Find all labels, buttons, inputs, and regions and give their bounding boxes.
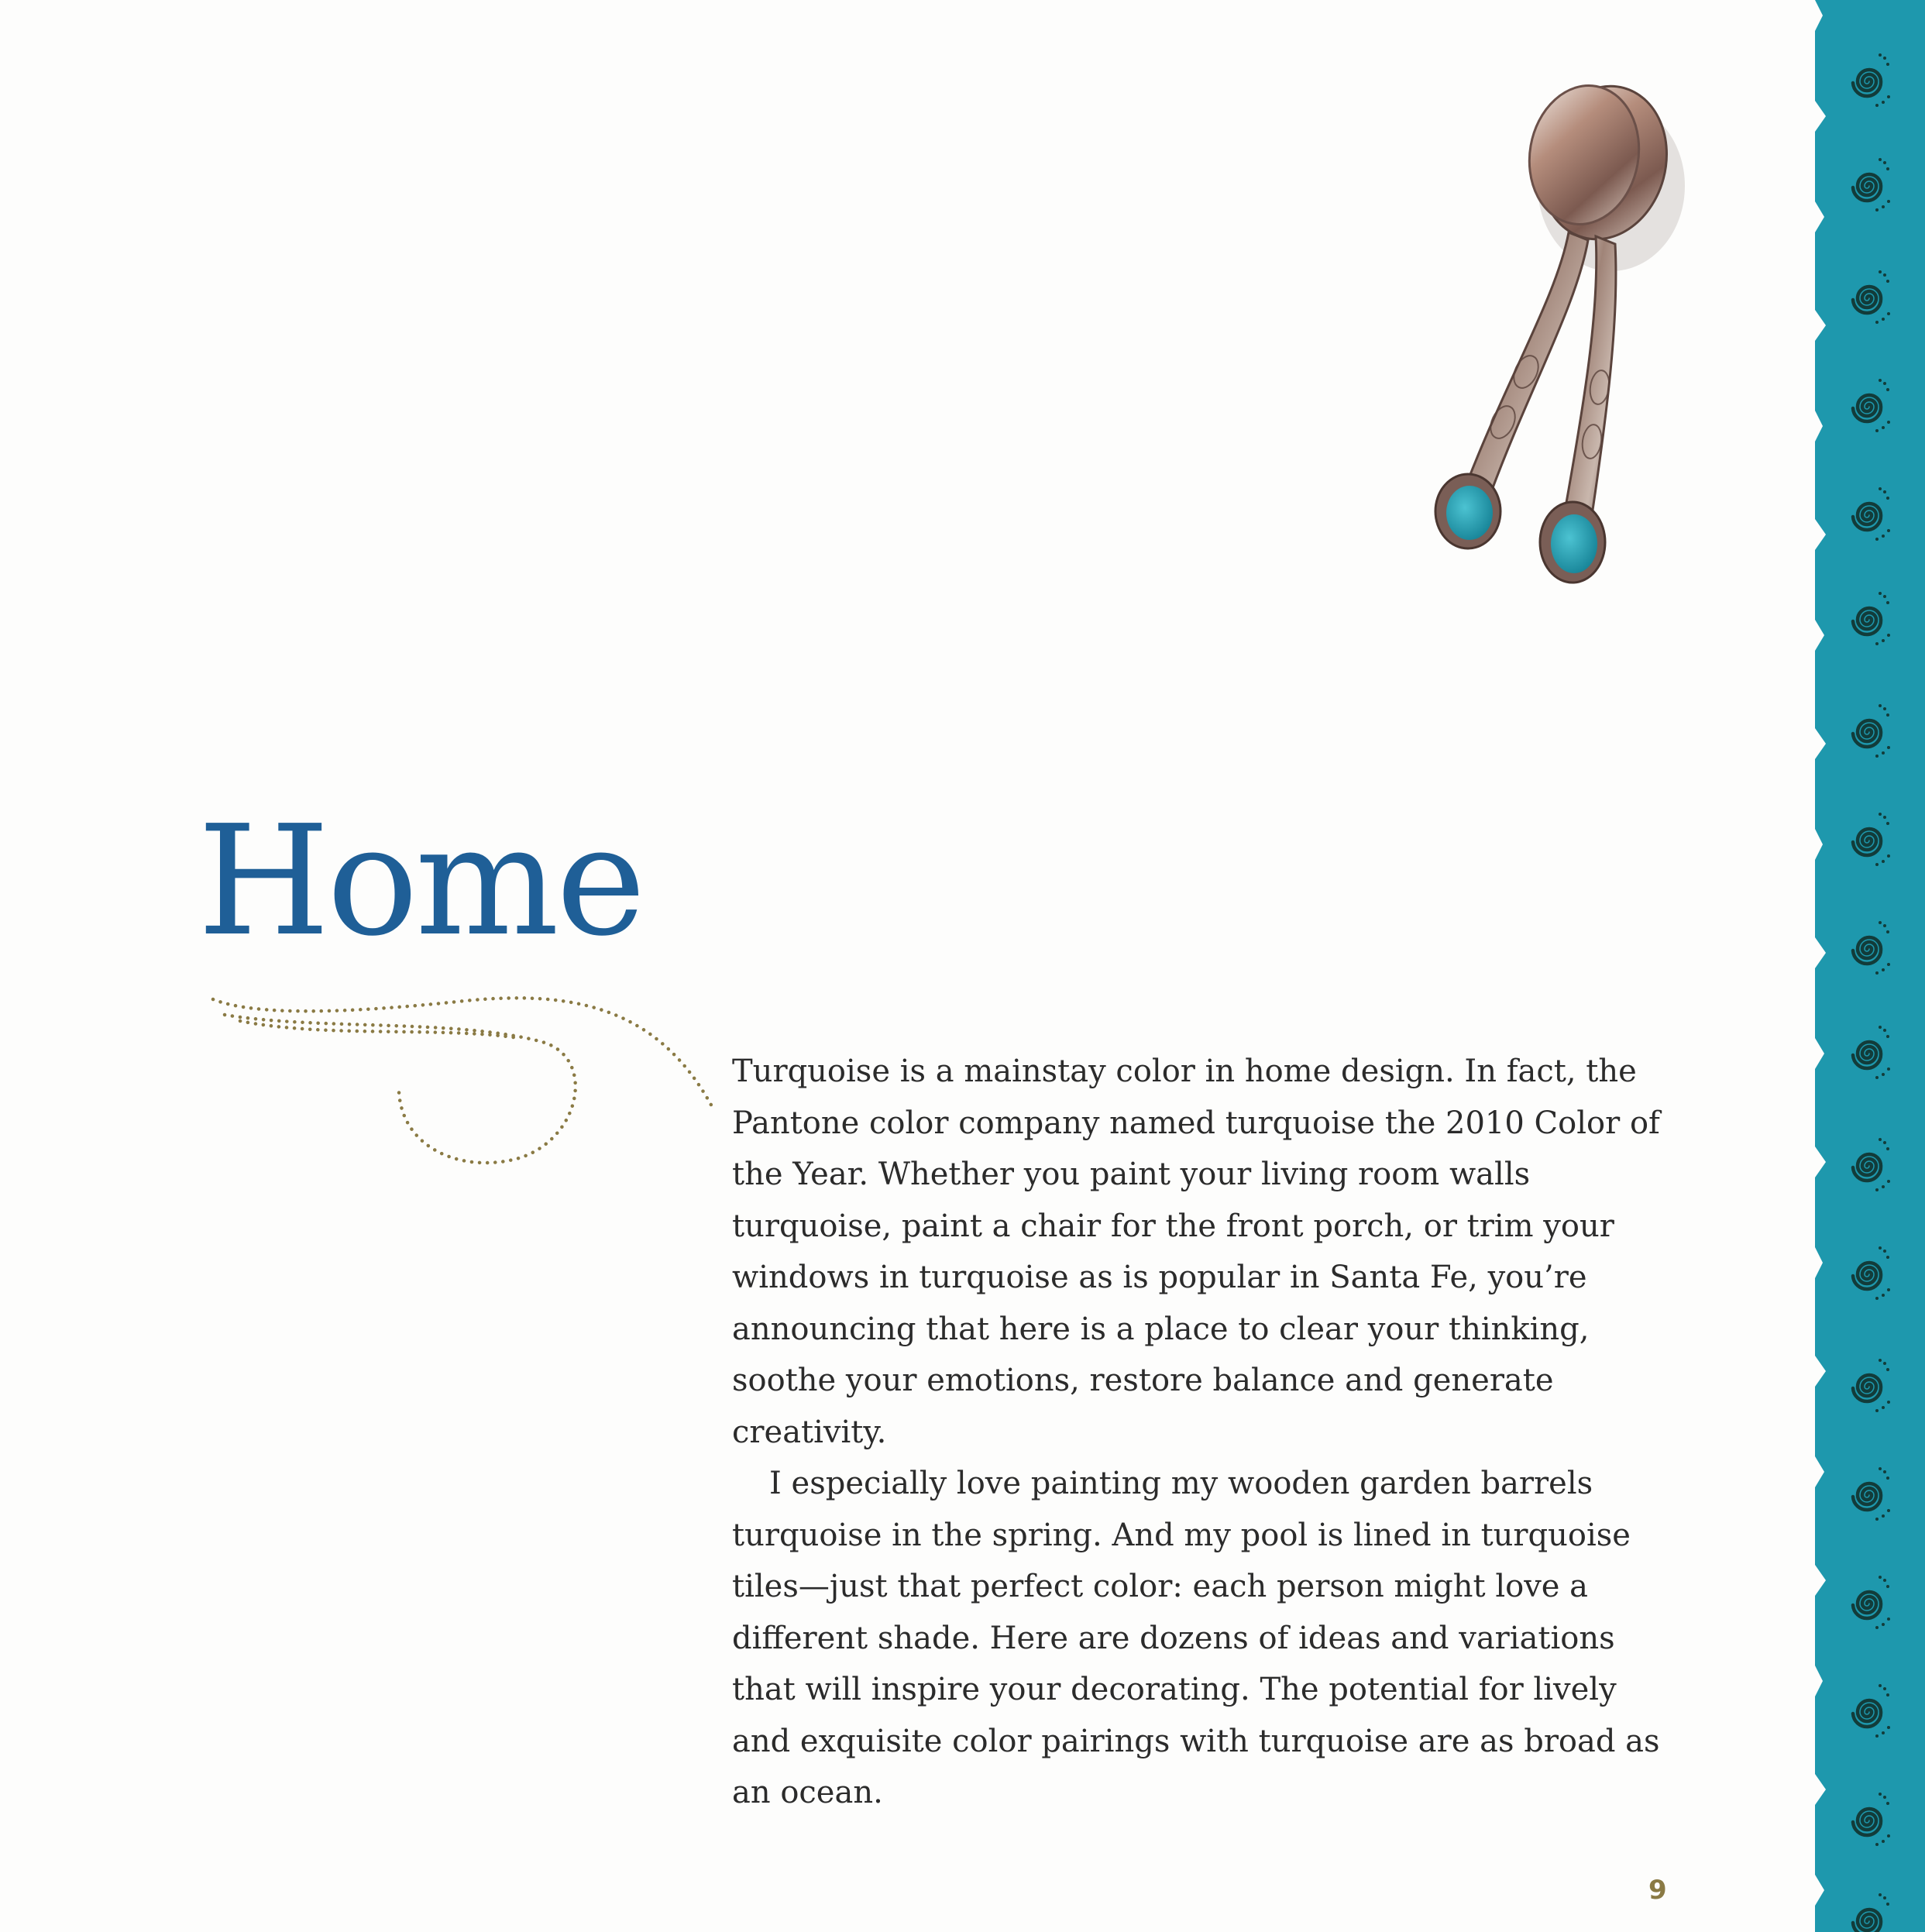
body-paragraph-2: I especially love painting my wooden garden barrels turquoise in the spring. And my pool is lined in turquoise tiles—just that perfect color: each person might love a different shade. Here are dozens of ideas and variations that will inspire your decorating. The potential for lively and exquisite color pairings with turquoise are as broad as an ocean. [732, 1466, 1660, 1810]
page-title: Home [198, 793, 643, 970]
dotted-swirl-ornament [209, 984, 728, 1177]
body-paragraph-1: Turquoise is a mainstay color in home design. In fact, the Pantone color company named turquoise the 2010 Color of the Year. Whether you paint your living room walls turquoise, paint a chair for the front porch, or trim your windows in turquoise as is popular in Santa Fe, you’re announcing that here is a place to clear your thinking, soothe your emotions, restore balance and generate creativity. [732, 1054, 1660, 1450]
spoons-photo [1371, 46, 1720, 604]
spiral-border-decoration [1809, 0, 1925, 1932]
body-text [732, 1046, 1662, 1819]
page-number: 9 [1648, 1875, 1667, 1906]
